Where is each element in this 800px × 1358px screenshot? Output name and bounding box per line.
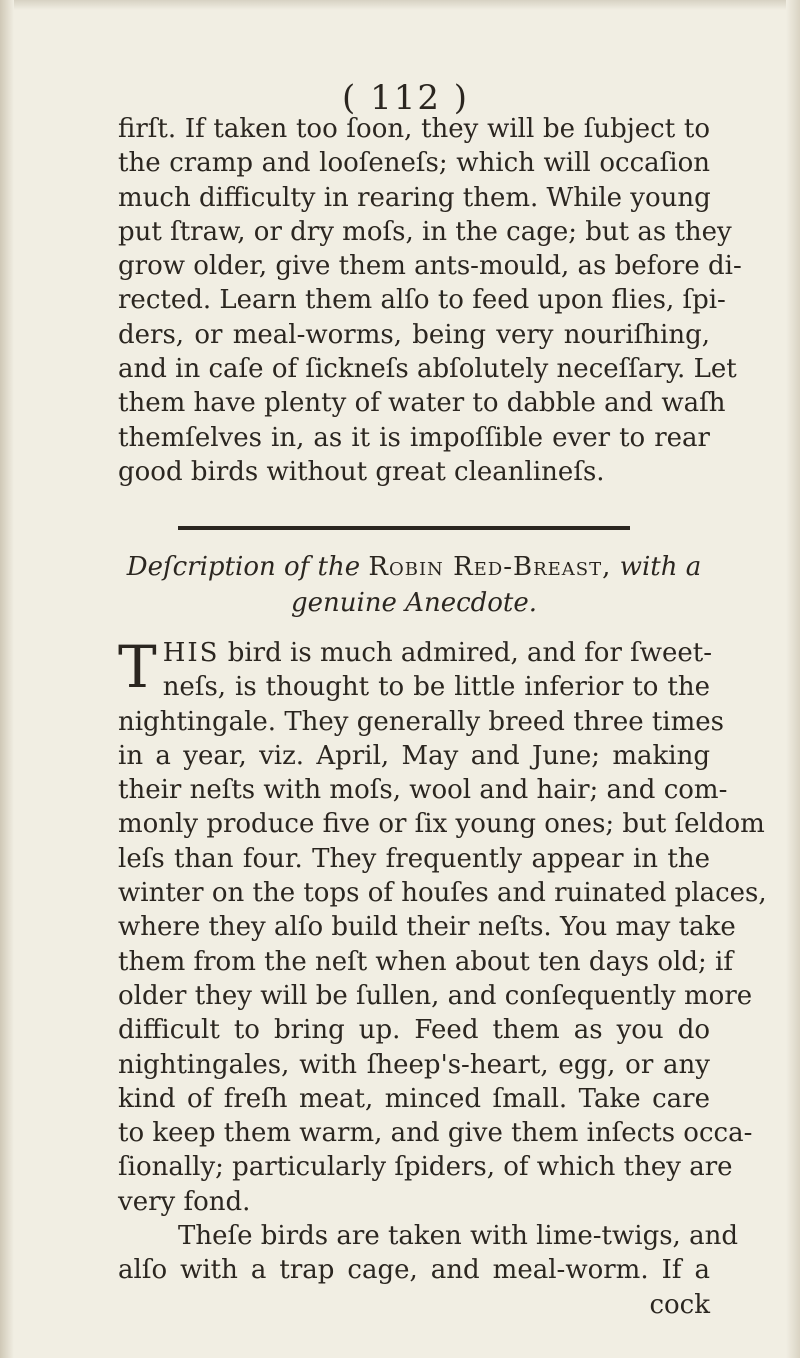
text-line: the cramp and looſeneſs; which will occaſion (118, 148, 710, 179)
top-paragraph (118, 112, 742, 489)
page-number: ( 112 ) (342, 78, 470, 118)
text-line: them have plenty of water to dabble and waſh (118, 388, 726, 419)
heading-part: Deſcription of the (126, 552, 361, 582)
heading-part: with a (619, 552, 702, 582)
heading-title: Robin Red-Breast, (368, 552, 612, 582)
text-line: to keep them warm, and give them inſects occa- (118, 1118, 753, 1149)
text-line: their neſts with moſs, wool and hair; and com- (118, 775, 728, 806)
text-line: grow older, give them ants-mould, as before di- (118, 251, 742, 282)
text-line: firſt. If taken too ſoon, they will be ſubject to (118, 114, 710, 144)
text-line: good birds without great cleanlineſs. (118, 456, 605, 487)
first-word: HIS (162, 638, 220, 668)
page-edge-left (0, 0, 14, 1358)
page-edge-top (0, 0, 800, 10)
text-line: where they alſo build their neſts. You may take (118, 912, 736, 943)
body-paragraph (118, 633, 767, 1322)
text-line: monly produce five or ſix young ones; but ſeldom (118, 809, 765, 840)
text-line: Theſe birds are taken with lime-twigs, and (178, 1221, 738, 1252)
text-line: nightingale. They generally breed three times (118, 706, 724, 737)
text-line: nightingales, with ſheep's-heart, egg, or any (118, 1049, 710, 1080)
text-line (118, 636, 713, 670)
text-line: alſo with a trap cage, and meal-worm. If a (118, 1255, 710, 1286)
text-line: difficult to bring up. Feed them as you do (118, 1015, 710, 1046)
text-line: neſs, is thought to be little inferior to the (162, 672, 710, 703)
text-line: and in caſe of ſickneſs abſolutely neceſſary. Let (118, 354, 737, 385)
catchword: cock (649, 1289, 710, 1320)
text-line: older they will be ſullen, and conſequently more (118, 980, 753, 1011)
text-line: in a year, viz. April, May and June; making (118, 740, 710, 771)
text-line: ders, or meal-worms, being very nouriſhing, (118, 319, 710, 350)
text-line: put ſtraw, or dry moſs, in the cage; but as they (118, 216, 732, 247)
text-line: ſionally; particularly ſpiders, of which they are (118, 1152, 733, 1183)
text-line: kind of freſh meat, minced ſmall. Take care (118, 1083, 710, 1114)
section-subheading: genuine Anecdote. (290, 588, 538, 618)
text-line: very fond. (118, 1186, 251, 1217)
text-line: them from the neſt when about ten days old; if (118, 946, 733, 977)
text-line: leſs than four. They frequently appear in the (118, 843, 710, 874)
section-heading (118, 552, 710, 582)
text-line: themſelves in, as it is impoſſible ever to rear (118, 422, 710, 453)
section-divider-rule (178, 526, 630, 530)
text-line: winter on the tops of houſes and ruinated places, (118, 878, 767, 909)
text-line-rest: bird is much admired, and for ſweet- (227, 638, 713, 668)
text-line: much difficulty in rearing them. While young (118, 182, 711, 213)
drop-cap: T (118, 633, 157, 701)
page-edge-right (786, 0, 800, 1358)
text-line: rected. Learn them alſo to feed upon flies, ſpi- (118, 285, 726, 316)
